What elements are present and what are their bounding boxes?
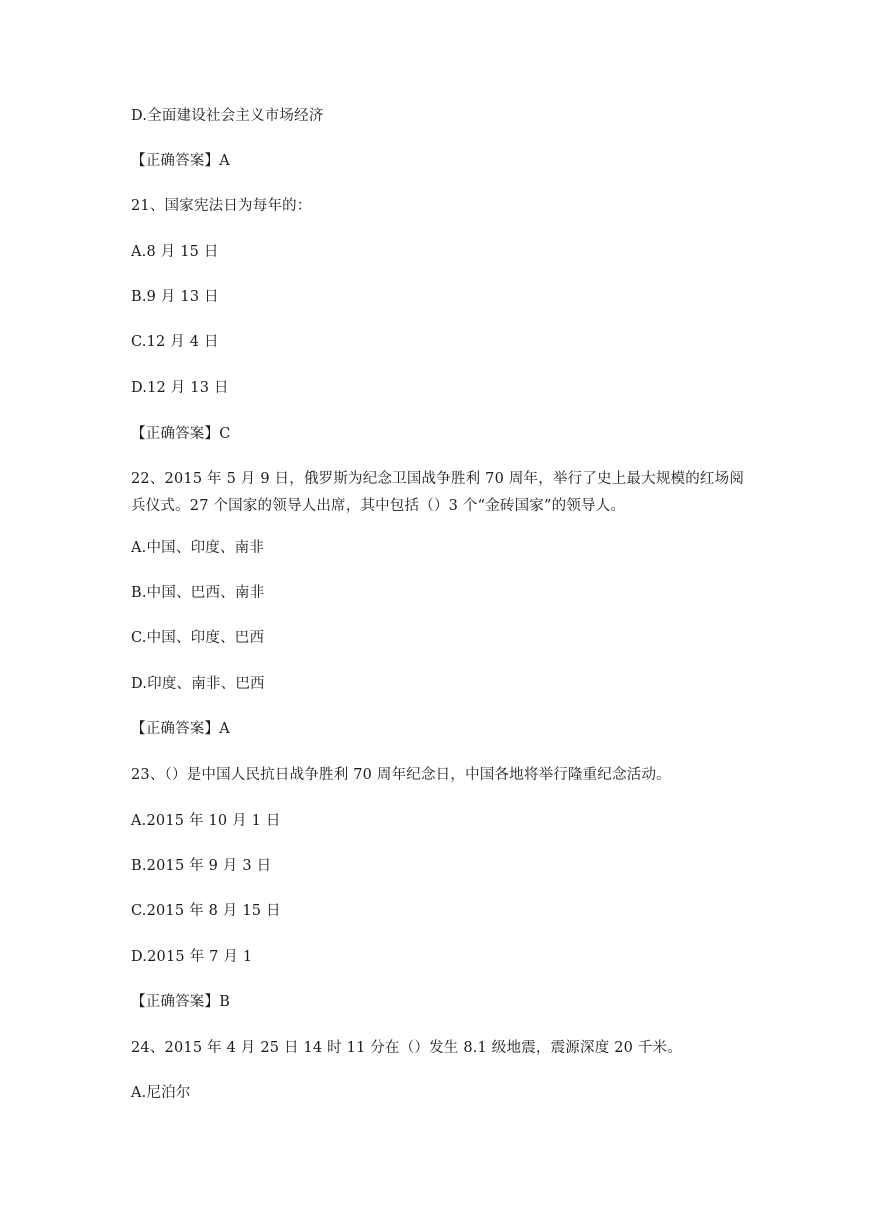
option-d-q22: D.印度、南非、巴西 [131, 676, 265, 692]
option-d-q23: D.2015 年 7 月 1 [131, 949, 253, 965]
option-a-q24: A.尼泊尔 [131, 1085, 191, 1101]
option-c-q21: C.12 月 4 日 [131, 334, 219, 350]
answer-q22: 【正确答案】A [131, 721, 230, 737]
option-c-q22: C.中国、印度、巴西 [131, 630, 265, 646]
question-22-line-1: 22、2015 年 5 月 9 日，俄罗斯为纪念卫国战争胜利 70 周年，举行了史上最大规模的红场阅 [131, 471, 745, 487]
option-a-q23: A.2015 年 10 月 1 日 [131, 813, 281, 829]
answer-q23: 【正确答案】B [131, 994, 231, 1010]
option-b-q22: B.中国、巴西、南非 [131, 585, 265, 601]
question-22-line-2: 兵仪式。27 个国家的领导人出席，其中包括（）3 个“金砖国家”的领导人。 [131, 498, 626, 514]
question-23: 23、（）是中国人民抗日战争胜利 70 周年纪念日，中国各地将举行隆重纪念活动。 [131, 767, 671, 783]
question-21: 21、国家宪法日为每年的： [131, 198, 312, 214]
answer-q20: 【正确答案】A [131, 153, 230, 169]
option-d-q21: D.12 月 13 日 [131, 380, 229, 396]
option-d-q20: D.全面建设社会主义市场经济 [131, 108, 324, 124]
option-c-q23: C.2015 年 8 月 15 日 [131, 903, 281, 919]
option-b-q21: B.9 月 13 日 [131, 289, 219, 305]
option-a-q22: A.中国、印度、南非 [131, 540, 265, 556]
answer-q21: 【正确答案】C [131, 426, 231, 442]
option-b-q23: B.2015 年 9 月 3 日 [131, 858, 272, 874]
option-a-q21: A.8 月 15 日 [131, 244, 219, 260]
question-24: 24、2015 年 4 月 25 日 14 时 11 分在（）发生 8.1 级地震，震源深度 20 千米。 [131, 1040, 682, 1056]
